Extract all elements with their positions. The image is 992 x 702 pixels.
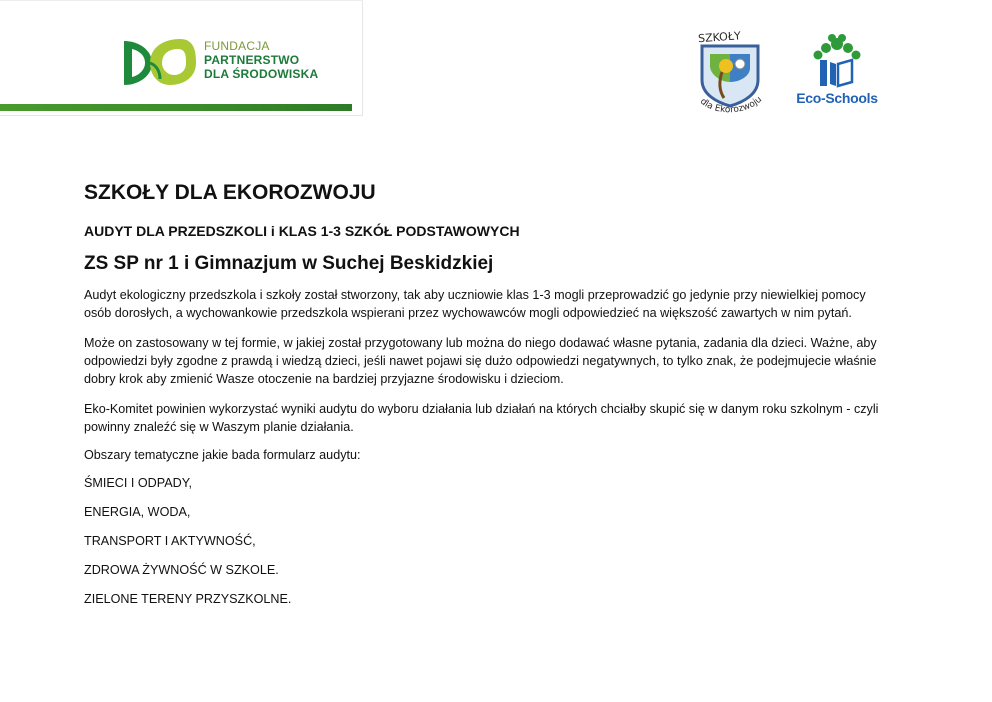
school-name: ZS SP nr 1 i Gimnazjum w Suchej Beskidzkiej <box>84 253 494 274</box>
foundation-line-1: FUNDACJA <box>204 39 270 53</box>
eco-schools-logo <box>792 30 882 110</box>
topics-list <box>84 474 884 608</box>
foundation-line-3: DLA ŚRODOWISKA <box>204 67 319 81</box>
eco-schools-label: Eco-Schools <box>796 90 878 106</box>
svg-text:SZKOŁY: SZKOŁY <box>697 29 742 46</box>
szkoly-dla-ekorozwoju-logo <box>690 26 770 118</box>
green-stripe <box>0 104 352 111</box>
topics-intro: Obszary tematyczne jakie bada formularz audytu: <box>84 448 361 462</box>
page-header <box>0 0 992 130</box>
list-item: ZIELONE TERENY PRZYSZKOLNE. <box>84 592 292 606</box>
eco-schools-tree-icon <box>792 30 882 90</box>
document-title: SZKOŁY DLA EKOROZWOJU <box>84 181 376 204</box>
intro-paragraph: Audyt ekologiczny przedszkola i szkoły został stworzony, tak aby uczniowie klas 1-3 mogli przeprowadzić go jedynie przy niewielkiej pomocy osób dorosłych, a wychowankowie przedszkola wspierani przez wychowawców mogli odpowiedzieć na większość zawartych w nim pytań. <box>84 288 866 320</box>
foundation-leaf-icon <box>120 35 198 89</box>
foundation-name <box>204 39 318 81</box>
svg-text:dla Ekorozwoju: dla Ekorozwoju <box>697 94 765 116</box>
list-item: ŚMIECI I ODPADY, <box>84 476 193 490</box>
foundation-line-2: PARTNERSTWO <box>204 53 300 67</box>
usage-paragraph: Może on zastosowany w tej formie, w jakiej został przygotowany lub można do niego dodawać własne pytania, zadania dla dzieci. Ważne, aby odpowiedzi były zgodne z prawdą i wiedzą dzieci, jeśli nawet pojawi się dużo odpowiedzi negatywnych, to tylko znak, że podejmujecie właśnie dobry krok aby zmienić Wasze otoczenie na bardziej przyjazne środowisku i dzieciom. <box>84 336 877 386</box>
list-item: TRANSPORT I AKTYWNOŚĆ, <box>84 534 256 548</box>
foundation-header-panel <box>0 0 363 116</box>
document-subtitle: AUDYT DLA PRZEDSZKOLI i KLAS 1-3 SZKÓŁ PODSTAWOWYCH <box>84 223 520 239</box>
list-item: ENERGIA, WODA, <box>84 505 191 519</box>
document-body <box>84 180 884 619</box>
list-item: ZDROWA ŻYWNOŚĆ W SZKOLE. <box>84 563 279 577</box>
foundation-logo <box>120 35 350 89</box>
eco-committee-paragraph: Eko-Komitet powinien wykorzystać wyniki audytu do wyboru działania lub działań na których chciałby skupić się w danym roku szkolnym - czyli powinny znaleźć się w Waszym planie działania. <box>84 402 879 434</box>
